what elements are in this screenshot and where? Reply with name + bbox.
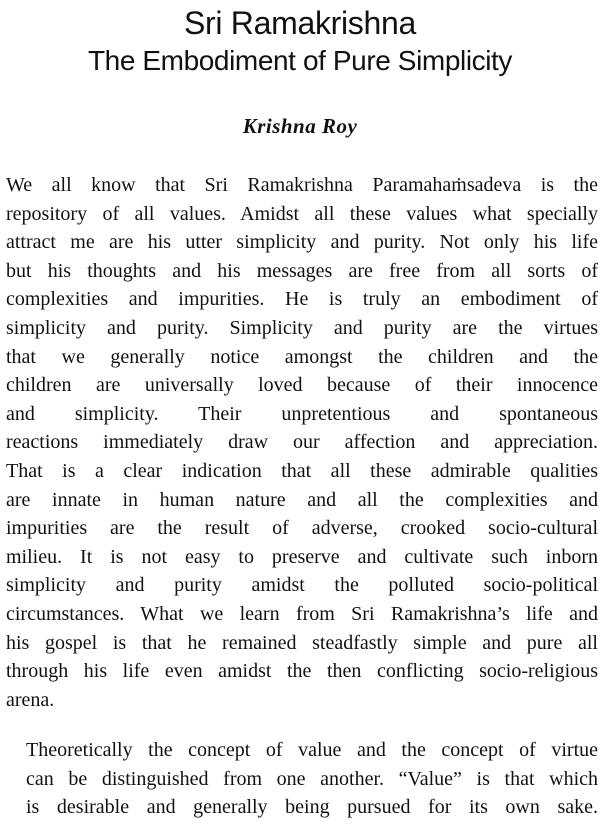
- text-line: milieu. It is not easy to preserve and cultivate such inborn: [6, 545, 598, 568]
- text-line: arena.: [6, 688, 55, 711]
- page-subtitle: The Embodiment of Pure Simplicity: [87, 45, 513, 76]
- body-paragraph-1: [6, 171, 598, 714]
- page-title: Sri Ramakrishna: [183, 5, 417, 41]
- text-line: can be distinguished from one another. “Value” is that which: [26, 767, 598, 790]
- text-line: Theoretically the concept of value and the concept of virtue: [26, 739, 598, 761]
- body-paragraph-2: [6, 736, 598, 822]
- text-line: that we generally notice amongst the children and the: [6, 345, 598, 368]
- text-line: impurities are the result of adverse, crooked socio-cultural: [6, 517, 598, 540]
- text-line: simplicity and purity. Simplicity and purity are the virtues: [6, 316, 598, 339]
- text-line: repository of all values. Amidst all these values what specially: [6, 202, 598, 225]
- text-line: but his thoughts and his messages are free from all sorts of: [6, 259, 598, 282]
- text-line: complexities and impurities. He is truly an embodiment of: [6, 288, 598, 311]
- text-line: attract me are his utter simplicity and purity. Not only his life: [6, 231, 598, 254]
- text-line: circumstances. What we learn from Sri Ramakrishna’s life and: [6, 602, 598, 625]
- text-line: reactions immediately draw our affection and appreciation.: [6, 431, 598, 454]
- text-line: and simplicity. Their unpretentious and spontaneous: [6, 402, 598, 425]
- text-line: children are universally loved because of their innocence: [6, 374, 598, 397]
- text-line: simplicity and purity amidst the polluted socio-political: [6, 574, 598, 597]
- text-line: We all know that Sri Ramakrishna Paramahaṁsadeva is the: [6, 174, 598, 196]
- text-line: is desirable and generally being pursued for its own sake.: [26, 796, 598, 819]
- text-line: That is a clear indication that all these admirable qualities: [6, 459, 598, 482]
- text-line: his gospel is that he remained steadfastly simple and pure all: [6, 631, 598, 654]
- author-name: Krishna Roy: [242, 114, 358, 138]
- text-line: are innate in human nature and all the complexities and: [6, 488, 598, 511]
- text-line: through his life even amidst the then conflicting socio-religious: [6, 660, 598, 683]
